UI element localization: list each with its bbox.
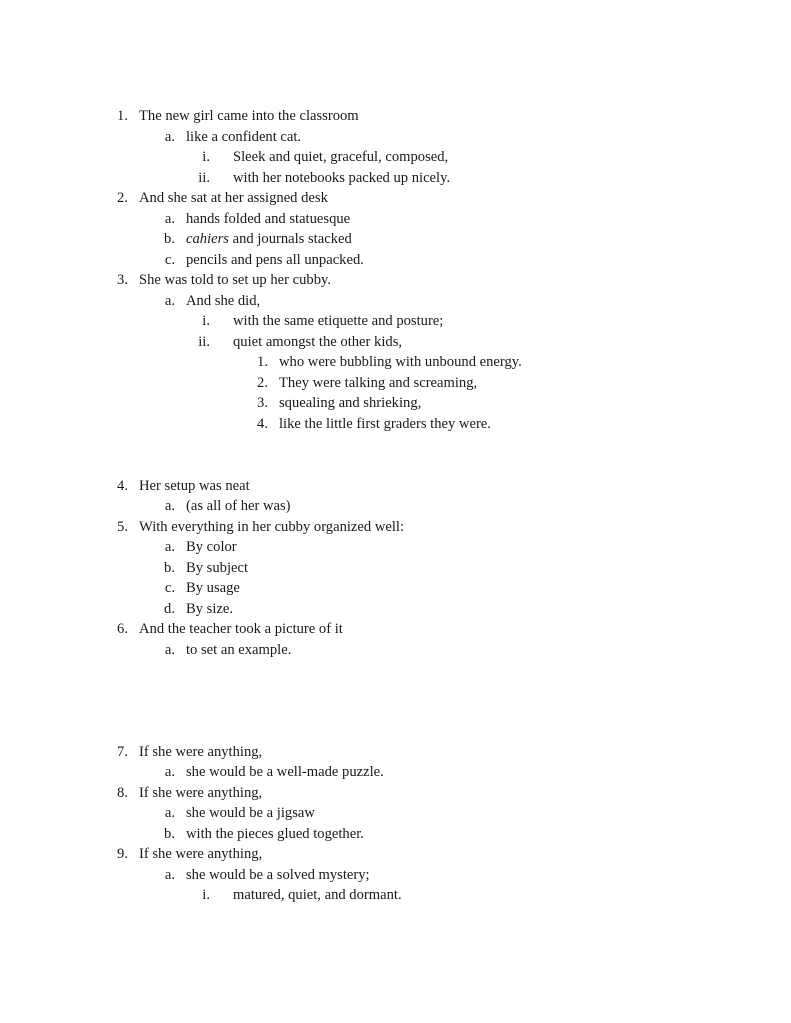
list-marker: c.: [164, 252, 175, 268]
list-marker: 7.: [117, 744, 128, 760]
list-text: squealing and shrieking,: [279, 395, 422, 411]
list-text-rest: and journals stacked: [228, 231, 352, 247]
list-text: If she were anything,: [139, 785, 263, 801]
list-marker: 6.: [117, 621, 128, 637]
list-text: She was told to set up her cubby.: [139, 272, 331, 288]
list-text: pencils and pens all unpacked.: [186, 252, 364, 268]
list-marker: 3.: [257, 395, 268, 411]
list-marker: a.: [164, 498, 175, 514]
list-text: [186, 229, 352, 250]
list-marker: c.: [164, 580, 175, 596]
list-marker: ii.: [198, 334, 210, 350]
list-text: (as all of her was): [186, 498, 291, 514]
list-text: By subject: [186, 560, 249, 576]
list-marker: a.: [164, 129, 175, 145]
list-marker: a.: [164, 764, 175, 780]
list-text: With everything in her cubby organized well:: [139, 519, 404, 535]
list-text: with her notebooks packed up nicely.: [233, 170, 451, 186]
list-text: with the pieces glued together.: [186, 826, 364, 842]
list-marker: a.: [164, 642, 175, 658]
list-marker: a.: [164, 867, 175, 883]
list-marker: 1.: [257, 354, 268, 370]
list-marker: i.: [202, 887, 210, 903]
list-text: who were bubbling with unbound energy.: [279, 354, 522, 370]
list-marker: 2.: [257, 375, 268, 391]
list-marker: i.: [202, 313, 210, 329]
list-marker: d.: [164, 601, 175, 617]
list-text: like a confident cat.: [186, 129, 302, 145]
list-text: The new girl came into the classroom: [139, 108, 359, 124]
list-marker: 1.: [117, 108, 128, 124]
list-marker: 3.: [117, 272, 128, 288]
list-text: with the same etiquette and posture;: [233, 313, 444, 329]
list-text: hands folded and statuesque: [186, 211, 351, 227]
list-text: By size.: [186, 601, 234, 617]
list-text: quiet amongst the other kids,: [233, 334, 403, 350]
list-marker: i.: [202, 149, 210, 165]
list-text: By color: [186, 539, 237, 555]
italic-word: cahiers: [186, 231, 229, 247]
list-marker: 4.: [257, 416, 268, 432]
list-text: she would be a jigsaw: [186, 805, 315, 821]
list-marker: a.: [164, 805, 175, 821]
list-marker: b.: [164, 231, 175, 247]
list-text: she would be a solved mystery;: [186, 867, 370, 883]
list-text: By usage: [186, 580, 240, 596]
list-text: They were talking and screaming,: [279, 375, 478, 391]
list-text: And she did,: [186, 293, 261, 309]
list-marker: 9.: [117, 846, 128, 862]
list-marker: 8.: [117, 785, 128, 801]
list-text: matured, quiet, and dormant.: [233, 887, 402, 903]
list-text: like the little first graders they were.: [279, 416, 491, 432]
list-marker: 5.: [117, 519, 128, 535]
list-marker: a.: [164, 211, 175, 227]
list-marker: ii.: [198, 170, 210, 186]
list-marker: b.: [164, 560, 175, 576]
list-text: Sleek and quiet, graceful, composed,: [233, 149, 449, 165]
list-text: And the teacher took a picture of it: [139, 621, 343, 637]
list-marker: b.: [164, 826, 175, 842]
list-marker: 2.: [117, 190, 128, 206]
list-text: And she sat at her assigned desk: [139, 190, 328, 206]
list-marker: a.: [164, 293, 175, 309]
list-marker: a.: [164, 539, 175, 555]
list-text: If she were anything,: [139, 744, 263, 760]
list-text: Her setup was neat: [139, 478, 250, 494]
list-text: to set an example.: [186, 642, 292, 658]
list-text: she would be a well-made puzzle.: [186, 764, 384, 780]
list-text: If she were anything,: [139, 846, 263, 862]
list-marker: 4.: [117, 478, 128, 494]
